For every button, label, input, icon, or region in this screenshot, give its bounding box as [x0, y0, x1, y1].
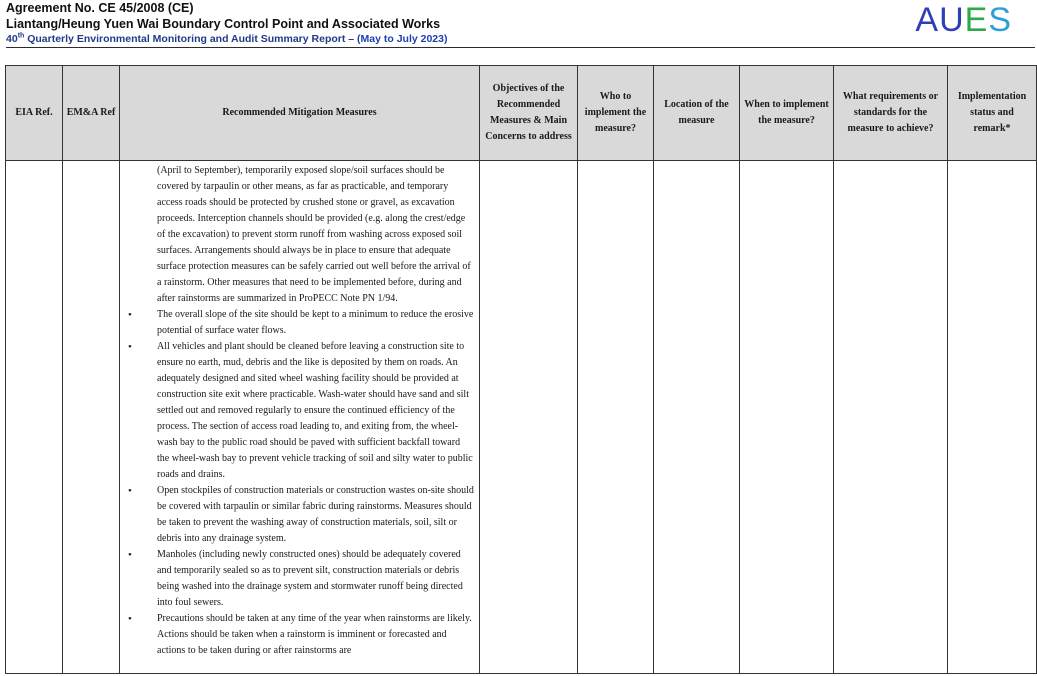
cell-location	[654, 161, 740, 674]
table-header-row	[6, 66, 1037, 161]
report-number-suffix: th	[17, 32, 25, 40]
report-title	[6, 33, 447, 45]
cell-when	[740, 161, 834, 674]
aues-logo: AUES	[915, 1, 1012, 39]
report-number: 40	[6, 33, 18, 45]
measure-bullet: • Open stockpiles of construction materials or construction wastes on-site should be covered with tarpaulin or similar fabric during rainstorms. Measures should be taken to prevent the washing away of construction materials, soil, silt or debris into any drainage system.	[121, 483, 474, 547]
cell-eia-ref	[6, 161, 63, 674]
cell-requirements	[834, 161, 948, 674]
measure-bullet: • All vehicles and plant should be cleaned before leaving a construction site to ensure no earth, mud, debris and the like is deposited by them on roads. An adequately designed and sited wheel washing facility should be provided at construction site exit where practicable. Wash-water should have sand and silt settled out and removed regularly to ensure the continued efficiency of the process. The section of access road leading to, and exiting from, the wheel-wash bay to the public road should be paved with sufficient backfall toward the wheel-wash bay to prevent vehicle tracking of soil and silty water to public roads and drains.	[121, 339, 474, 483]
cell-mitigation-measures	[120, 161, 480, 674]
col-who: Who to implement the measure?	[578, 66, 654, 161]
agreement-number: Agreement No. CE 45/2008 (CE)	[6, 1, 194, 15]
col-objectives: Objectives of the Recommended Measures & Main Concerns to address	[480, 66, 578, 161]
report-title-text: Quarterly Environmental Monitoring and Audit Summary Report –	[24, 33, 358, 45]
col-implementation-status: Implementation status and remark*	[948, 66, 1037, 161]
measure-bullet: • The overall slope of the site should be kept to a minimum to reduce the erosive potential of surface water flows.	[121, 307, 474, 339]
cell-who	[578, 161, 654, 674]
mitigation-measures-table	[5, 65, 1037, 674]
cell-ema-ref	[63, 161, 120, 674]
col-mitigation-measures: Recommended Mitigation Measures	[120, 66, 480, 161]
cell-implementation-status	[948, 161, 1037, 674]
col-eia-ref: EIA Ref.	[6, 66, 63, 161]
cell-objectives	[480, 161, 578, 674]
header-divider	[6, 47, 1035, 48]
col-location: Location of the measure	[654, 66, 740, 161]
col-ema-ref: EM&A Ref	[63, 66, 120, 161]
table-row	[6, 161, 1037, 674]
project-title: Liantang/Heung Yuen Wai Boundary Control Point and Associated Works	[6, 17, 441, 31]
measure-bullet: • Manholes (including newly constructed ones) should be adequately covered and temporarily sealed so as to prevent silt, construction materials or debris being washed into the drainage system and stormwater runoff being directed into foul sewers.	[121, 547, 474, 611]
col-requirements: What requirements or standards for the measure to achieve?	[834, 66, 948, 161]
page-header	[6, 0, 1034, 48]
report-period: (May to July 2023)	[357, 33, 448, 45]
col-when: When to implement the measure?	[740, 66, 834, 161]
measure-bullet: • Precautions should be taken at any time of the year when rainstorms are likely. Actions should be taken when a rainstorm is imminent or forecasted and actions to be taken during or after rainstorms are	[121, 611, 474, 659]
measure-lead-text: (April to September), temporarily exposed slope/soil surfaces should be covered by tarpaulin or other means, as far as practicable, and temporary access roads should be protected by crushed stone or gravel, as excavation proceeds. Interception channels should be provided (e.g. along the crest/edge of the excavation) to prevent storm runoff from washing across exposed soil surfaces. Arrangements should always be in place to ensure that adequate surface protection measures can be safely carried out well before the arrival of a rainstorm. Other measures that need to be implemented before, during and after rainstorms are summarized in ProPECC Note PN 1/94.	[157, 165, 471, 304]
